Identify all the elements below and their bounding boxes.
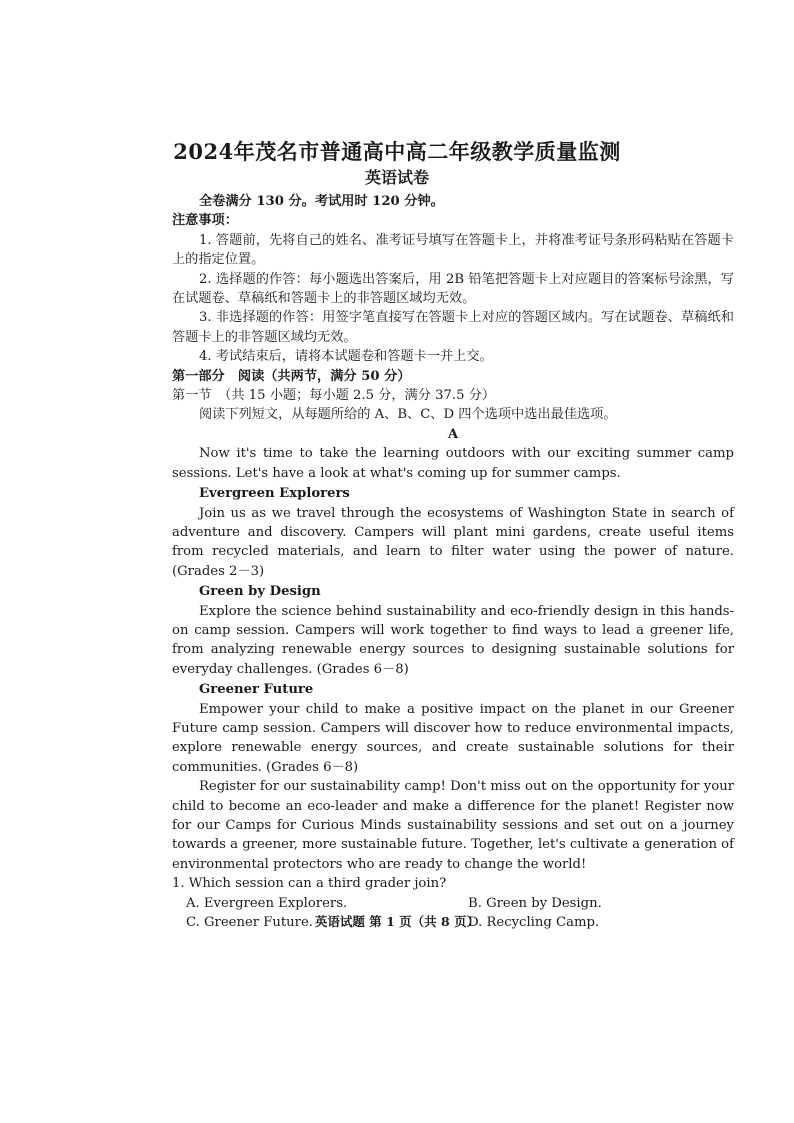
option-d: D. Recycling Camp. <box>468 915 600 931</box>
part1-instruction: 阅读下列短文，从每题所给的 A、B、C、D 四个选项中选出最佳选项。 <box>199 407 617 423</box>
option-a: A. Evergreen Explorers. <box>186 895 348 911</box>
session-text-greener-future: Empower your child to make a positive impact on the planet in our Greener Future camp session. Campers will discover how to reduce environmental impacts, explore renewable energy sources, and create sustainable solutions for their communities. (Grades 6－8) <box>172 701 734 775</box>
session-text-evergreen: Join us as we travel through the ecosystems of Washington State in search of adventure and discovery. Campers will plant mini gardens, create useful items from recycled materials, and learn to filter water using the power of nature. (Grades 2－3) <box>172 505 734 579</box>
part1-heading: 第一部分 阅读（共两节，满分 50 分） <box>172 368 411 384</box>
question-1-stem: 1. Which session can a third grader join? <box>172 876 447 892</box>
option-c: C. Greener Future. <box>186 915 313 931</box>
passage-label: A <box>447 426 459 442</box>
note-item-3: 3. 非选择题的作答：用签字笔直接写在答题卡上对应的答题区域内。写在试题卷、草稿纸和答题卡上的非答题区域均无效。 <box>172 310 734 345</box>
session-title-evergreen: Evergreen Explorers <box>199 486 350 502</box>
note-item-4: 4. 考试结束后，请将本试题卷和答题卡一并上交。 <box>199 349 493 365</box>
note-item-1: 1. 答题前，先将自己的姓名、准考证号填写在答题卡上，并将准考证号条形码粘贴在答题卡上的指定位置。 <box>172 232 734 268</box>
exam-subtitle: 英语试卷 <box>364 168 429 187</box>
option-b: B. Green by Design. <box>468 895 602 911</box>
passage-intro: Now it's time to take the learning outdoors with our exciting summer camp sessions. Let's have a look at what's coming up for summer camps. <box>172 446 734 481</box>
section1-heading: 第一节 （共 15 小题；每小题 2.5 分，满分 37.5 分） <box>172 388 496 404</box>
exam-body <box>172 192 734 932</box>
session-text-green-by-design: Explore the science behind sustainability and eco-friendly design in this hands-on camp session. Campers will work together to find ways to lead a greener life, from analyzing renewable energy sources to designing sustainable solutions for everyday challenges. (Grades 6－8) <box>172 603 734 677</box>
session-title-green-by-design: Green by Design <box>199 584 321 600</box>
exam-info: 全卷满分 130 分。考试用时 120 分钟。 <box>199 194 444 209</box>
notes-heading: 注意事项： <box>172 213 238 229</box>
note-item-2: 2. 选择题的作答：每小题选出答案后，用 2B 铅笔把答题卡上对应题目的答案标号涂黑，写在试题卷、草稿纸和答题卡上的非答题区域均无效。 <box>172 271 734 307</box>
passage-closing: Register for our sustainability camp! Don't miss out on the opportunity for your child to become an eco-leader and make a difference for the planet! Register now for our Camps for Curious Minds sustainability sessions and set out on a journey towards a greener, more sustainable future. Together, let's cultivate a generation of environmental protectors who are ready to change the world! <box>172 779 734 872</box>
exam-title: 2024年茂名市普通高中高二年级教学质量监测 <box>173 139 621 164</box>
page-footer: 英语试题 第 1 页（共 8 页） <box>314 914 480 929</box>
session-title-greener-future: Greener Future <box>199 682 314 698</box>
